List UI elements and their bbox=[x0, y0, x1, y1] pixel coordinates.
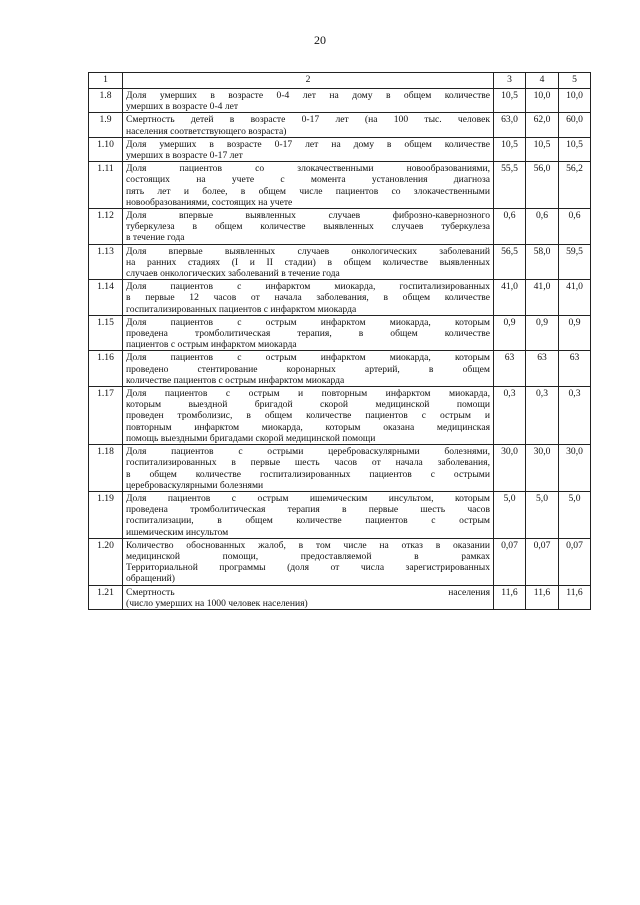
indicator-name-line: проведена тромболитическая терапия, в общем количестве bbox=[126, 328, 490, 340]
value-cell-year-2: 0,9 bbox=[526, 315, 559, 351]
indicator-name-line: Доля впервые выявленных случаев онкологических заболеваний bbox=[126, 245, 490, 257]
indicator-name-line: цереброваскулярными болезнями bbox=[126, 479, 264, 491]
value-cell-year-2: 62,0 bbox=[526, 113, 559, 137]
indicator-name-line: обращений) bbox=[126, 573, 175, 585]
indicator-name-cell bbox=[123, 585, 494, 609]
indicator-name-line: Доля пациентов со злокачественными новообразованиями, bbox=[126, 163, 490, 175]
value-cell-year-2: 0,07 bbox=[526, 538, 559, 585]
indicator-name-line: госпитализированных пациентов с инфарктом миокарда bbox=[126, 303, 357, 315]
indicator-name-line: (число умерших на 1000 человек населения) bbox=[126, 597, 308, 609]
indicator-name-line: Доля пациентов с острым и повторным инфарктом миокарда, bbox=[126, 388, 490, 400]
value-cell-year-3: 10,0 bbox=[559, 89, 591, 113]
indicator-name-line: Доля пациентов с острым инфарктом миокарда, которым bbox=[126, 316, 490, 328]
indicator-name-line: Доля пациентов с острыми цереброваскулярными болезнями, bbox=[126, 446, 490, 458]
row-number-cell: 1.20 bbox=[89, 538, 123, 585]
row-number-cell: 1.16 bbox=[89, 351, 123, 387]
table-row bbox=[89, 244, 591, 280]
value-cell-year-3: 10,5 bbox=[559, 137, 591, 161]
table-body bbox=[89, 89, 591, 610]
value-cell-year-3: 0,07 bbox=[559, 538, 591, 585]
value-cell-year-3: 0,3 bbox=[559, 387, 591, 445]
indicators-table bbox=[88, 72, 591, 610]
header-cell-indicator: 2 bbox=[123, 73, 494, 89]
indicator-name-line: медицинской помощи, предоставляемой в рамках bbox=[126, 550, 490, 562]
indicator-name-line: умерших в возрасте 0-4 лет bbox=[126, 101, 239, 113]
indicator-name-cell bbox=[123, 209, 494, 245]
value-cell-year-3: 30,0 bbox=[559, 445, 591, 492]
value-cell-year-2: 41,0 bbox=[526, 280, 559, 316]
indicator-name-cell bbox=[123, 538, 494, 585]
value-cell-year-1: 30,0 bbox=[494, 445, 526, 492]
indicator-name-cell bbox=[123, 315, 494, 351]
header-cell-number: 1 bbox=[89, 73, 123, 89]
indicator-name-line: количестве пациентов с острым инфарктом миокарда bbox=[126, 374, 345, 386]
value-cell-year-1: 63 bbox=[494, 351, 526, 387]
table-row bbox=[89, 351, 591, 387]
indicator-name-line: проведен тромболизис, в общем количестве пациентов с острым и bbox=[126, 410, 490, 422]
value-cell-year-1: 0,07 bbox=[494, 538, 526, 585]
indicator-name-line: проведена тромболитическая терапия в первые шесть часов bbox=[126, 504, 490, 516]
indicator-name-line: Доля пациентов с острым инфарктом миокарда, которым bbox=[126, 352, 490, 364]
indicator-name-line: умерших в возрасте 0-17 лет bbox=[126, 150, 243, 162]
table-row bbox=[89, 445, 591, 492]
indicator-name-line: туберкулеза в общем количестве выявленных случаев туберкулеза bbox=[126, 221, 490, 233]
row-number-cell: 1.17 bbox=[89, 387, 123, 445]
value-cell-year-2: 58,0 bbox=[526, 244, 559, 280]
value-cell-year-2: 30,0 bbox=[526, 445, 559, 492]
indicator-name-line: Доля пациентов с острым ишемическим инсультом, которым bbox=[126, 492, 490, 504]
row-number-cell: 1.8 bbox=[89, 89, 123, 113]
value-cell-year-3: 56,2 bbox=[559, 162, 591, 209]
indicator-name-line: Смертность населения bbox=[126, 586, 490, 598]
value-cell-year-2: 5,0 bbox=[526, 491, 559, 538]
row-number-cell: 1.21 bbox=[89, 585, 123, 609]
value-cell-year-3: 0,9 bbox=[559, 315, 591, 351]
value-cell-year-1: 41,0 bbox=[494, 280, 526, 316]
value-cell-year-2: 63 bbox=[526, 351, 559, 387]
table-row bbox=[89, 113, 591, 137]
row-number-cell: 1.15 bbox=[89, 315, 123, 351]
value-cell-year-3: 5,0 bbox=[559, 491, 591, 538]
value-cell-year-3: 63 bbox=[559, 351, 591, 387]
table-row bbox=[89, 315, 591, 351]
indicator-name-line: состоящих на учете с момента установления диагноза bbox=[126, 174, 490, 186]
indicator-name-cell bbox=[123, 491, 494, 538]
value-cell-year-2: 10,0 bbox=[526, 89, 559, 113]
value-cell-year-1: 0,6 bbox=[494, 209, 526, 245]
value-cell-year-3: 0,6 bbox=[559, 209, 591, 245]
table-row bbox=[89, 89, 591, 113]
table-header-row bbox=[89, 73, 591, 89]
indicator-name-line: на ранних стадиях (I и II стадии) в общем количестве выявленных bbox=[126, 256, 490, 268]
indicator-name-line: пациентов с острым инфарктом миокарда bbox=[126, 339, 297, 351]
row-number-cell: 1.9 bbox=[89, 113, 123, 137]
indicator-name-cell bbox=[123, 387, 494, 445]
value-cell-year-1: 11,6 bbox=[494, 585, 526, 609]
indicator-name-line: Смертность детей в возрасте 0-17 лет (на 100 тыс. человек bbox=[126, 114, 490, 126]
table-row bbox=[89, 387, 591, 445]
indicator-name-line: проведено стентирование коронарных артерий, в общем bbox=[126, 363, 490, 375]
value-cell-year-3: 60,0 bbox=[559, 113, 591, 137]
row-number-cell: 1.10 bbox=[89, 137, 123, 161]
indicator-name-cell bbox=[123, 244, 494, 280]
table-row bbox=[89, 209, 591, 245]
indicator-name-line: Территориальной программы (доля от числа зарегистрированных bbox=[126, 562, 490, 574]
indicator-name-cell bbox=[123, 137, 494, 161]
table-row bbox=[89, 585, 591, 609]
row-number-cell: 1.19 bbox=[89, 491, 123, 538]
value-cell-year-2: 11,6 bbox=[526, 585, 559, 609]
header-cell-year-1: 3 bbox=[494, 73, 526, 89]
value-cell-year-2: 56,0 bbox=[526, 162, 559, 209]
value-cell-year-1: 0,9 bbox=[494, 315, 526, 351]
indicator-name-line: повторным инфарктом миокарда, которым оказана медицинская bbox=[126, 421, 490, 433]
table-row bbox=[89, 491, 591, 538]
header-cell-year-3: 5 bbox=[559, 73, 591, 89]
indicator-name-line: в общем количестве госпитализированных пациентов с острыми bbox=[126, 468, 490, 480]
row-number-cell: 1.11 bbox=[89, 162, 123, 209]
indicator-name-line: Доля умерших в возрасте 0-17 лет на дому в общем количестве bbox=[126, 138, 490, 150]
indicator-name-line: Доля умерших в возрасте 0-4 лет на дому в общем количестве bbox=[126, 90, 490, 101]
value-cell-year-1: 5,0 bbox=[494, 491, 526, 538]
indicator-name-cell bbox=[123, 280, 494, 316]
value-cell-year-3: 59,5 bbox=[559, 244, 591, 280]
value-cell-year-2: 0,6 bbox=[526, 209, 559, 245]
value-cell-year-1: 55,5 bbox=[494, 162, 526, 209]
value-cell-year-1: 10,5 bbox=[494, 89, 526, 113]
table-row bbox=[89, 280, 591, 316]
indicator-name-line: госпитализации, в общем количестве пациентов с острым bbox=[126, 515, 490, 527]
table-row bbox=[89, 162, 591, 209]
indicator-name-cell bbox=[123, 113, 494, 137]
indicator-name-line: в первые 12 часов от начала заболевания, в общем количестве bbox=[126, 292, 490, 304]
indicator-name-line: которым выездной бригадой скорой медицинской помощи bbox=[126, 399, 490, 411]
row-number-cell: 1.12 bbox=[89, 209, 123, 245]
indicator-name-cell bbox=[123, 351, 494, 387]
indicator-name-line: новообразованиями, состоящих на учете bbox=[126, 196, 293, 208]
row-number-cell: 1.13 bbox=[89, 244, 123, 280]
indicator-name-cell bbox=[123, 162, 494, 209]
indicator-name-line: Доля пациентов с инфарктом миокарда, госпитализированных bbox=[126, 281, 490, 293]
indicator-name-line: госпитализированных в первые шесть часов от начала заболевания, bbox=[126, 457, 490, 469]
indicator-name-line: помощь выездными бригадами скорой медицинской помощи bbox=[126, 432, 376, 444]
value-cell-year-1: 56,5 bbox=[494, 244, 526, 280]
value-cell-year-1: 10,5 bbox=[494, 137, 526, 161]
indicator-name-line: в течение года bbox=[126, 232, 185, 244]
header-cell-year-2: 4 bbox=[526, 73, 559, 89]
value-cell-year-1: 63,0 bbox=[494, 113, 526, 137]
indicator-name-cell bbox=[123, 445, 494, 492]
table-row bbox=[89, 538, 591, 585]
row-number-cell: 1.18 bbox=[89, 445, 123, 492]
indicator-name-line: случаев онкологических заболеваний в течение года bbox=[126, 268, 340, 280]
indicator-name-line: населения соответствующего возраста) bbox=[126, 125, 287, 137]
table-row bbox=[89, 137, 591, 161]
indicator-name-cell bbox=[123, 89, 494, 113]
value-cell-year-2: 0,3 bbox=[526, 387, 559, 445]
indicator-name-line: ишемическим инсультом bbox=[126, 526, 229, 538]
page-number: 20 bbox=[314, 33, 326, 47]
indicator-name-line: Количество обоснованных жалоб, в том числе на отказ в оказании bbox=[126, 539, 490, 551]
row-number-cell: 1.14 bbox=[89, 280, 123, 316]
indicator-name-line: пять лет и более, в общем числе пациентов со злокачественными bbox=[126, 185, 490, 197]
value-cell-year-2: 10,5 bbox=[526, 137, 559, 161]
value-cell-year-3: 11,6 bbox=[559, 585, 591, 609]
value-cell-year-3: 41,0 bbox=[559, 280, 591, 316]
value-cell-year-1: 0,3 bbox=[494, 387, 526, 445]
indicator-name-line: Доля впервые выявленных случаев фиброзно-кавернозного bbox=[126, 210, 490, 222]
